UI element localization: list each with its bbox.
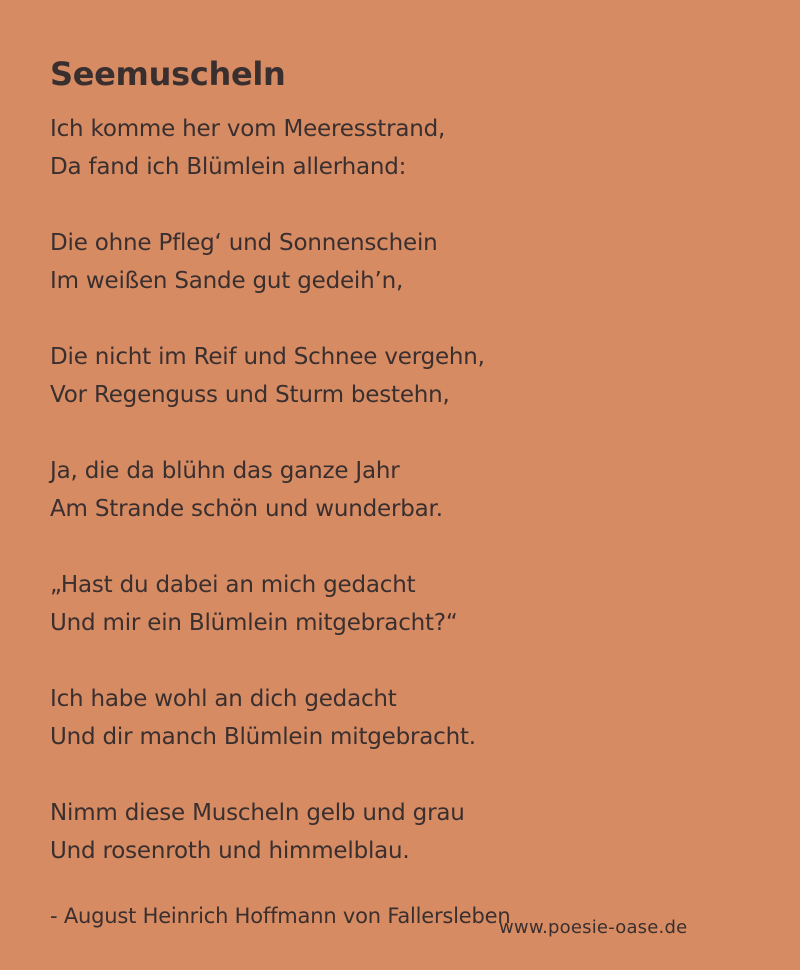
poem-card: [50, 52, 750, 930]
poem-author: - August Heinrich Hoffmann von Fallersleben: [50, 904, 511, 928]
poem-line: Und mir ein Blümlein mitgebracht?“: [50, 610, 458, 636]
poem-line: Ja, die da blühn das ganze Jahr: [50, 458, 400, 484]
poem-line: Ich komme her vom Meeresstrand,: [50, 116, 446, 142]
poem-line: Die nicht im Reif und Schnee vergehn,: [50, 344, 485, 370]
poem-line: Vor Regenguss und Sturm bestehn,: [50, 382, 450, 408]
stanza: [50, 794, 750, 870]
stanza: [50, 680, 750, 756]
stanza: [50, 224, 750, 300]
source-url: www.poesie-oase.de: [499, 917, 688, 938]
poem-line: Am Strande schön und wunderbar.: [50, 496, 443, 522]
poem-line: Und dir manch Blümlein mitgebracht.: [50, 724, 476, 750]
poem-line: „Hast du dabei an mich gedacht: [50, 572, 416, 598]
stanza: [50, 452, 750, 528]
poem-line: Ich habe wohl an dich gedacht: [50, 686, 397, 712]
poem-line: Die ohne Pfleg‘ und Sonnenschein: [50, 230, 438, 256]
poem-line: Da fand ich Blümlein allerhand:: [50, 154, 407, 180]
stanza: [50, 110, 750, 186]
poem-title: Seemuscheln: [50, 55, 286, 93]
poem-line: Nimm diese Muscheln gelb und grau: [50, 800, 465, 826]
stanza: [50, 338, 750, 414]
stanza: [50, 566, 750, 642]
poem-line: Im weißen Sande gut gedeih’n,: [50, 268, 404, 294]
poem-line: Und rosenroth und himmelblau.: [50, 838, 410, 864]
